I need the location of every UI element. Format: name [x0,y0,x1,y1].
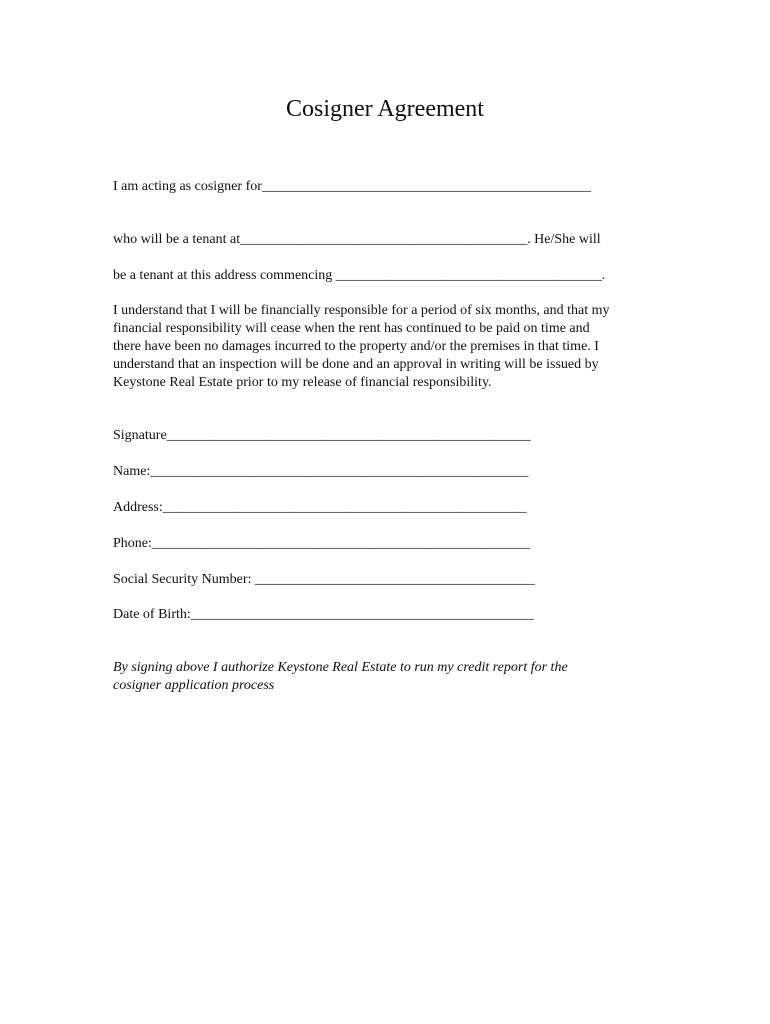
signature-field: Signature____________________________________________________ [113,428,531,443]
paragraph-line: Keystone Real Estate prior to my release of financial responsibility. [113,375,492,390]
page-title: Cosigner Agreement [286,96,484,122]
authorization-note [113,659,658,695]
ssn-field: Social Security Number: ________________________________________ [113,572,535,587]
paragraph-line: understand that an inspection will be done and an approval in writing will be issued by [113,357,599,372]
address-field: Address:____________________________________________________ [113,500,527,515]
name-field: Name:______________________________________________________ [113,464,529,479]
note-line: By signing above I authorize Keystone Real Estate to run my credit report for the [113,660,568,675]
phone-field: Phone:______________________________________________________ [113,536,530,551]
tenant-at-line: who will be a tenant at_________________________________________. He/She will [113,232,601,247]
dob-field: Date of Birth:_________________________________________________ [113,607,534,622]
paragraph-line: financial responsibility will cease when the rent has continued to be paid on time and [113,321,590,336]
cosigner-for-line: I am acting as cosigner for_______________________________________________ [113,179,591,194]
note-line: cosigner application process [113,678,275,693]
paragraph-line: there have been no damages incurred to the property and/or the premises in that time. I [113,339,599,354]
paragraph-line: I understand that I will be financially responsible for a period of six months, and that my [113,303,610,318]
responsibility-paragraph [113,302,658,392]
commencing-line: be a tenant at this address commencing ______________________________________. [113,268,606,283]
